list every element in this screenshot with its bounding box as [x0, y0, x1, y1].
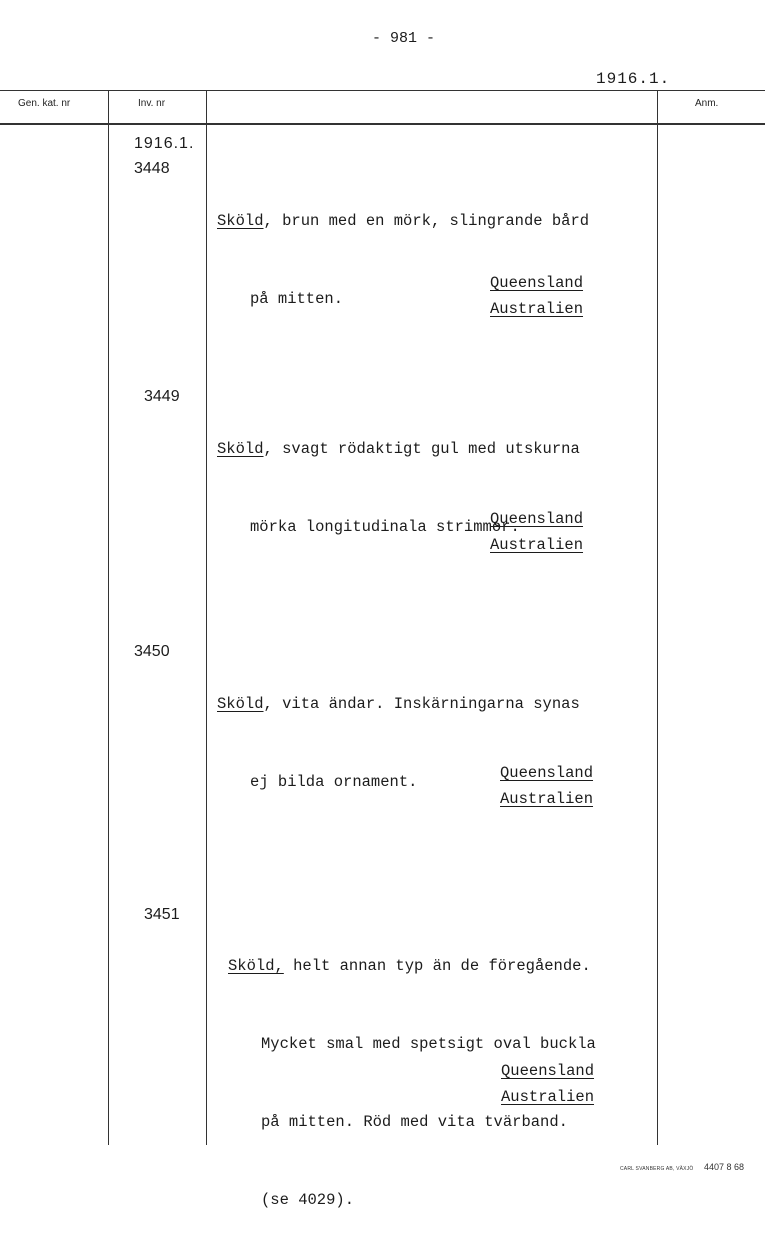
printer-imprint: CARL SVANBERG AB, VÄXJÖ	[620, 1166, 694, 1172]
description-line: Mycket smal med spetsigt oval buckla	[261, 1035, 596, 1053]
place-country: Australien	[490, 300, 584, 318]
object-title: Sköld,	[228, 957, 284, 975]
description-line: på mitten.	[250, 290, 344, 308]
column-header-gen-kat: Gen. kat. nr	[18, 98, 71, 109]
place-region: Queensland	[501, 1062, 595, 1080]
column-divider-inv-desc	[206, 90, 207, 1145]
description-line: ej bilda ornament.	[250, 773, 418, 791]
header-year: 1916.1.	[596, 70, 671, 88]
place-region: Queensland	[490, 274, 584, 292]
column-header-anm: Anm.	[695, 98, 719, 109]
inventory-number: 3449	[144, 388, 180, 405]
page-number: - 981 -	[372, 30, 436, 47]
inventory-number: 3451	[144, 906, 180, 923]
description-text: , brun med en mörk, slingrande bård	[263, 212, 590, 230]
description-text: , vita ändar. Inskärningarna synas	[263, 695, 580, 713]
description-line: (se 4029).	[261, 1191, 355, 1209]
header-bottom-rule	[0, 123, 765, 125]
object-title: Sköld	[217, 440, 264, 458]
place-country: Australien	[501, 1088, 595, 1106]
description-line	[217, 691, 580, 717]
description-text: , svagt rödaktigt gul med utskurna	[263, 440, 580, 458]
column-divider-desc-anm	[657, 90, 658, 1145]
description-line: på mitten. Röd med vita tvärband.	[261, 1113, 568, 1131]
column-header-inv: Inv. nr	[138, 98, 166, 109]
inventory-number: 3450	[134, 643, 170, 660]
description-line	[217, 208, 589, 234]
place-country: Australien	[490, 536, 584, 554]
place-country: Australien	[500, 790, 594, 808]
place-region: Queensland	[490, 510, 584, 528]
column-divider-gen-inv	[108, 90, 109, 1145]
description-line: mörka longitudinala strimmor.	[250, 518, 520, 536]
place-region: Queensland	[500, 764, 594, 782]
object-title: Sköld	[217, 695, 264, 713]
description-text: helt annan typ än de föregående.	[283, 957, 591, 975]
description-line	[217, 436, 580, 462]
description-line	[228, 953, 596, 979]
inventory-number: 3448	[134, 160, 170, 177]
form-code: 4407 8 68	[704, 1162, 745, 1172]
object-title: Sköld	[217, 212, 264, 230]
header-top-rule	[0, 90, 765, 91]
entry-year: 1916.1.	[134, 135, 195, 152]
